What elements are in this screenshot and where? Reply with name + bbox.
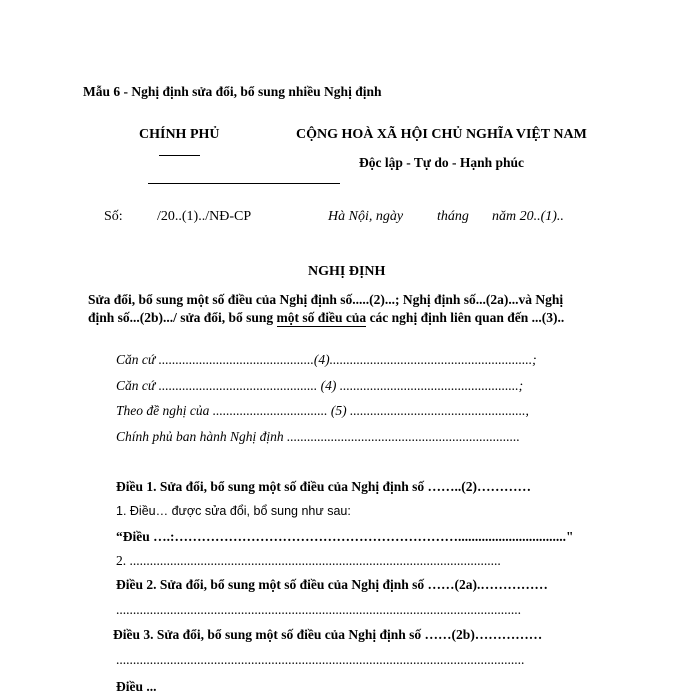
article-2-title: Điều 2. Sửa đổi, bổ sung một số điều của Nghị định số ……(2a).…………… (116, 577, 548, 592)
place-date: Hà Nội, ngày (328, 209, 404, 224)
article-3-body: ......................................................................................................................... (116, 652, 525, 667)
article-3-title: Điều 3. Sửa đổi, bổ sung một số điều của Nghị định số ……(2b)…………… (113, 627, 543, 642)
article-2-body: ........................................................................................................................ (116, 602, 521, 617)
article-1-title: Điều 1. Sửa đổi, bổ sung một số điều của Nghị định số ……..(2)………… (116, 479, 532, 494)
date-month: tháng (437, 209, 469, 224)
article-1-quote: “Điều ….:………………………………………………………................................" (116, 529, 574, 544)
issuer-name: CHÍNH PHỦ (139, 127, 220, 142)
document-type: NGHỊ ĐỊNH (308, 264, 386, 279)
motto-divider (148, 183, 340, 184)
preamble-proposal: Theo đề nghị của .................................. (5) ...................................................., (116, 403, 529, 418)
preamble-basis-1: Căn cứ ..............................................(4)............................................................; (116, 352, 537, 367)
issuer-divider (159, 155, 200, 156)
number-value: /20..(1)../NĐ-CP (157, 209, 252, 224)
subject-line-2: định số...(2b).../ sửa đổi, bổ sung một số điều của các nghị định liên quan đến ...(3).. (88, 310, 565, 325)
article-1-item-2: 2. .............................................................................................................. (116, 553, 501, 568)
date-year: năm 20..(1).. (492, 209, 564, 224)
preamble-decree: Chính phủ ban hành Nghị định ..................................................................... (116, 429, 520, 444)
national-motto: Độc lập - Tự do - Hạnh phúc (359, 155, 525, 170)
article-1-item-1: 1. Điều… được sửa đổi, bổ sung như sau: (116, 504, 351, 518)
preamble-basis-2: Căn cứ ............................................... (4) .....................................................; (116, 378, 524, 393)
article-more: Điều ... (116, 679, 157, 694)
number-label: Số: (104, 209, 123, 224)
national-title: CỘNG HOÀ XÃ HỘI CHỦ NGHĨA VIỆT NAM (296, 127, 587, 142)
subject-line-1: Sửa đổi, bổ sung một số điều của Nghị định số.....(2)...; Nghị định số...(2a)...và Nghị (88, 292, 564, 307)
form-title: Mẫu 6 - Nghị định sửa đổi, bổ sung nhiều Nghị định (83, 84, 382, 99)
